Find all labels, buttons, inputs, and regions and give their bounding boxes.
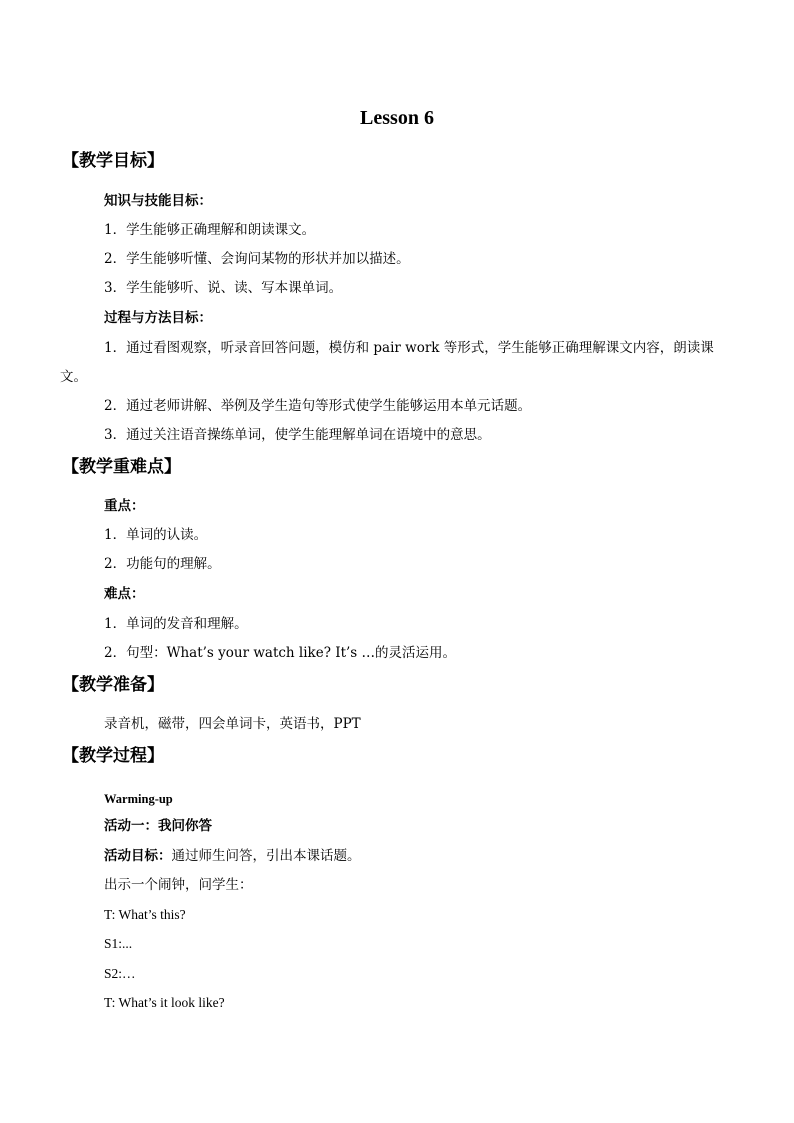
process-line-4: S2:… bbox=[104, 966, 136, 981]
section-heading-preparation: 【教学准备】 bbox=[62, 675, 164, 695]
process-line-1: 出示一个闹钟，问学生： bbox=[104, 877, 253, 893]
knowledge-item-3: 3．学生能够听、说、读、写本课单词。 bbox=[104, 280, 343, 296]
process-line-2: T: What’s this? bbox=[104, 907, 186, 922]
important-item-1: 1．单词的认读。 bbox=[104, 527, 208, 543]
process-item-2: 2．通过老师讲解、举例及学生造句等形式使学生能够运用本单元话题。 bbox=[104, 398, 532, 414]
activity-goal-label: 活动目标： bbox=[104, 848, 172, 864]
knowledge-item-2: 2．学生能够听懂、会询问某物的形状并加以描述。 bbox=[104, 251, 410, 267]
difficult-item-2: 2．句型：What’s your watch like? It’s …的灵活运用。 bbox=[104, 645, 457, 661]
difficult-points-heading: 难点： bbox=[104, 586, 145, 602]
preparation-text: 录音机，磁带，四会单词卡，英语书，PPT bbox=[104, 716, 361, 732]
process-line-5: T: What’s it look like? bbox=[104, 995, 225, 1010]
process-item-1: 1．通过看图观察，听录音回答问题，模仿和 pair work 等形式，学生能够正确理解课文内容，朗读课文。 bbox=[60, 340, 714, 385]
important-points-heading: 重点： bbox=[104, 498, 145, 514]
activity-title: 活动一：我问你答 bbox=[104, 818, 212, 834]
activity-goal-text: 通过师生问答，引出本课话题。 bbox=[171, 848, 361, 864]
page-title: Lesson 6 bbox=[360, 107, 434, 129]
stage-warming-up: Warming-up bbox=[104, 792, 173, 806]
knowledge-item-1: 1．学生能够正确理解和朗读课文。 bbox=[104, 222, 316, 238]
section-heading-process: 【教学过程】 bbox=[62, 746, 164, 766]
knowledge-skills-heading: 知识与技能目标： bbox=[104, 193, 212, 209]
process-method-heading: 过程与方法目标： bbox=[104, 310, 212, 326]
activity-goal bbox=[104, 847, 361, 865]
important-item-2: 2．功能句的理解。 bbox=[104, 556, 221, 572]
process-line-3: S1:... bbox=[104, 936, 133, 951]
section-heading-objectives: 【教学目标】 bbox=[62, 151, 164, 171]
difficult-item-1: 1．单词的发音和理解。 bbox=[104, 616, 248, 632]
section-heading-key-points: 【教学重难点】 bbox=[62, 457, 181, 477]
process-item-3: 3．通过关注语音操练单词，使学生能理解单词在语境中的意思。 bbox=[104, 427, 491, 443]
